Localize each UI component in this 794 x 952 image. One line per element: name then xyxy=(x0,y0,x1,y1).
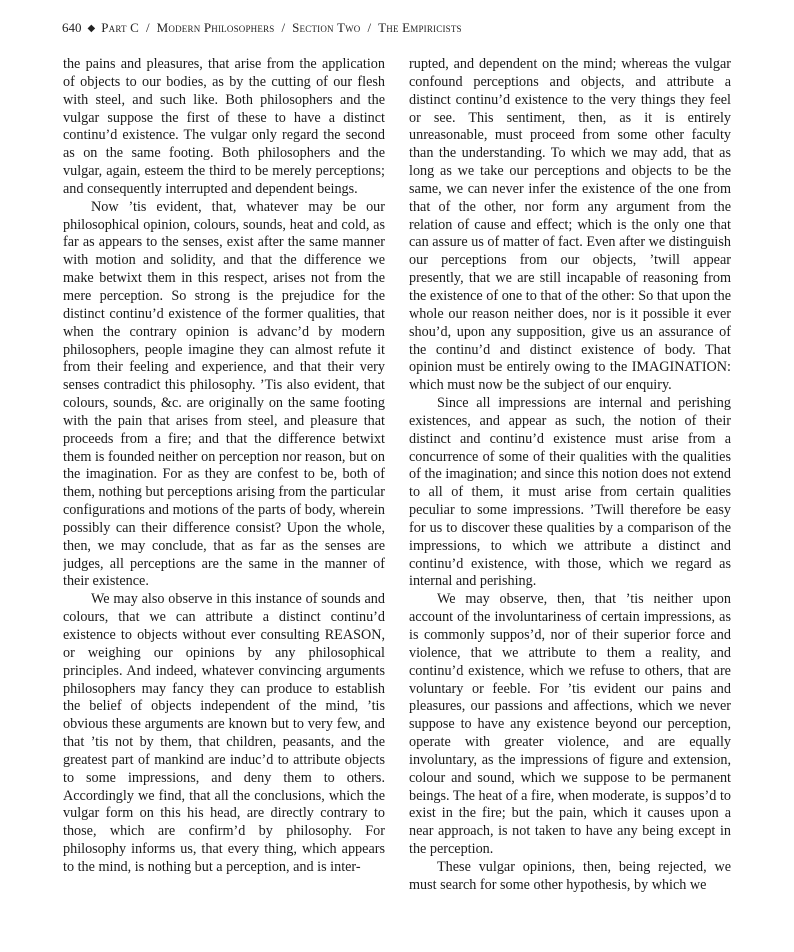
paragraph: Now ’tis evident, that, whatever may be our philosophical opinion, colours, sounds, heat and cold, as far as appears to the senses, exist after the same manner with motion and solidity, and that the difference we make betwixt them in this respect, arises not from the mere perception. So strong is the prejudice for the distinct continu’d existence of the former qualities, that when the contrary opinion is advanc’d by modern philosophers, people imagine they can almost refute it from their feeling and experience, and that their very senses contradict this philosophy. ’Tis also evident, that colours, sounds, &c. are originally on the same footing with the pain that arises from steel, and pleasure that proceeds from a fire; and that the difference betwixt them is founded neither on perception nor reason, but on the imagination. For as they are confest to be, both of them, nothing but perceptions arising from the particular configurations and motions of the parts of body, wherein possibly can their difference consist? Upon the whole, then, we may conclude, that as far as the senses are judges, all perceptions are the same in the manner of their existence. xyxy=(63,198,385,590)
separator: / xyxy=(146,20,150,35)
paragraph: Since all impressions are internal and perishing existences, and appear as such, the notion of their distinct and continu’d existence must arise from a concurrence of some of their qualities with the qualities of the imagination; and since this notion does not extend to all of them, it must arise from certain qualities peculiar to some impressions. ’Twill therefore be easy for us to discover these qualities by a comparison of the impressions, to which we attribute a distinct and continu’d existence, with those, which we regard as internal and perishing. xyxy=(409,395,731,590)
paragraph: We may also observe in this instance of sounds and colours, that we can attribute a distinct continu’d existence to objects without ever consulting REASON, or weighing our opinions by any philosophical principles. And indeed, whatever convincing arguments philosophers may fancy they can produce to establish the belief of objects independent of the mind, ’tis obvious these arguments are known but to very few, and that ’tis not by them, that children, peasants, and the greatest part of mankind are induc’d to attribute objects to some impressions, and deny them to others. Accordingly we find, that all the conclusions, which the vulgar form on this his head, are directly contrary to those, which are confirm’d by philosophy. For philosophy informs us, that every thing, which appears to the mind, is nothing but a perception, and is inter- xyxy=(63,591,385,875)
paragraph: the pains and pleasures, that arise from the application of objects to our bodies, as by the cutting of our flesh with steel, and such like. Both philosophers and the vulgar suppose the first of these to have a distinct continu’d existence. The vulgar only regard the second as on the same footing. Both philosophers and the vulgar, again, esteem the third to be merely perceptions; and consequently interrupted and dependent beings. xyxy=(63,56,385,197)
separator: / xyxy=(281,20,286,35)
section-label: Section Two xyxy=(292,20,361,35)
part-label: Part C xyxy=(101,20,140,35)
right-text-column xyxy=(409,56,731,936)
paragraph: rupted, and dependent on the mind; whereas the vulgar confound perceptions and objects, and attribute a distinct continu’d existence to the very things they feel or see. This sentiment, then, as it is entirely unreasonable, must proceed from some other faculty than the understanding. To which we may add, that as long as we take our perceptions and objects to be the same, we can never infer the existence of the one from that of the other, nor form any argument from the relation of cause and effect; which is the only one that can assure us of matter of fact. Even after we distinguish our perceptions from our objects, ’twill appear presently, that we are still incapable of reasoning from the existence of one to that of the other: So that upon the whole our reason neither does, nor is it possible it ever shou’d, upon any supposition, give us an assurance of the continu’d and distinct existence of body. That opinion must be entirely owing to the IMAGINATION: which must now be the subject of our enquiry. xyxy=(409,56,731,394)
left-text-column xyxy=(63,56,385,936)
page-number: 640 xyxy=(62,20,82,35)
diamond-bullet-icon: ◆ xyxy=(87,23,96,34)
running-head xyxy=(62,20,742,40)
part-title: Modern Philosophers xyxy=(156,20,275,35)
section-title: The Empiricists xyxy=(378,20,462,35)
paragraph: These vulgar opinions, then, being rejected, we must search for some other hypothesis, by which we xyxy=(409,858,731,893)
separator: / xyxy=(367,20,372,35)
paragraph: We may observe, then, that ’tis neither upon account of the involuntariness of certain impressions, as is commonly suppos’d, nor of their superior force and violence, that we attribute to them a reality, and continu’d existence, which we refuse to others, that are voluntary or feeble. For ’tis evident our pains and pleasures, our passions and affections, which we never suppose to have any existence beyond our perception, operate with greater violence, and are equally involuntary, as the impressions of figure and extension, colour and sound, which we suppose to be permanent beings. The heat of a fire, when moderate, is suppos’d to exist in the fire; but the pain, which it causes upon a near approach, is not taken to have any being except in the perception. xyxy=(409,591,731,858)
